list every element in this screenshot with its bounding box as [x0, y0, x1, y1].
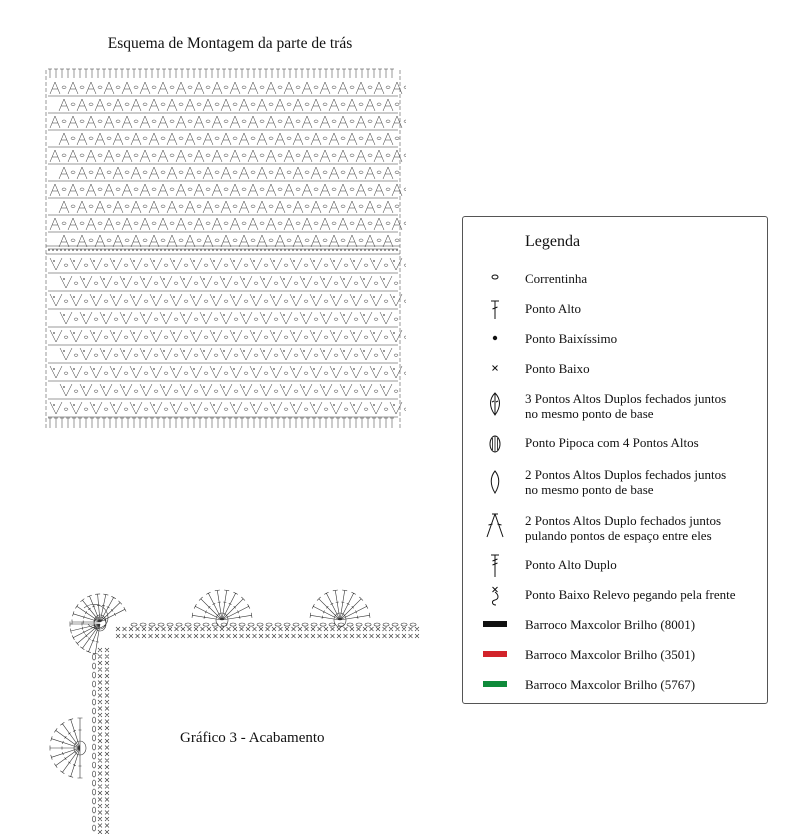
- slip-stitch-icon: [483, 329, 507, 359]
- treble-2-together-icon: [483, 511, 507, 541]
- main-chart-title: Esquema de Montagem da parte de trás: [107, 35, 353, 52]
- chain-stitch-icon: [483, 269, 507, 299]
- legend-title: Legenda: [525, 233, 581, 250]
- treble-crochet-icon: [483, 553, 507, 583]
- cluster-3-treble-icon: [483, 389, 507, 419]
- finishing-chart-drawing: [44, 588, 424, 834]
- color-swatch-black-icon: [483, 621, 507, 627]
- color-swatch-red-icon: [483, 651, 507, 657]
- cluster-2-treble-icon: [483, 467, 507, 497]
- finishing-chart-title: Gráfico 3 - Acabamento: [180, 730, 325, 746]
- popcorn-icon: [483, 433, 507, 463]
- finishing-chart: [44, 588, 424, 839]
- double-crochet-icon: [483, 299, 507, 329]
- assembly-chart-drawing: [44, 66, 406, 432]
- assembly-chart: [44, 66, 406, 437]
- color-swatch-green-icon: [483, 681, 507, 687]
- legend-panel: Legenda Correntinha Ponto Alto Ponto Baixíssimo Ponto Baixo 3 Pontos Altos Duplos fechados juntos no mesmo ponto de base Ponto Pipoca com 4 Pontos Altos 2 Pontos Altos Duplos fechados juntos no mesmo ponto de base 2 Pontos Altos Duplo fechados juntos pulando pontos de espaço entre eles Ponto Alto Duplo Ponto Baixo Relevo pegando pela frente Barroco Maxcolor Brilho (8001) Barroco Maxcolor Brilho (3501) Barroco Maxcolor Brilho (5767): [462, 216, 768, 704]
- front-post-single-crochet-icon: [483, 583, 507, 613]
- single-crochet-icon: [483, 359, 507, 389]
